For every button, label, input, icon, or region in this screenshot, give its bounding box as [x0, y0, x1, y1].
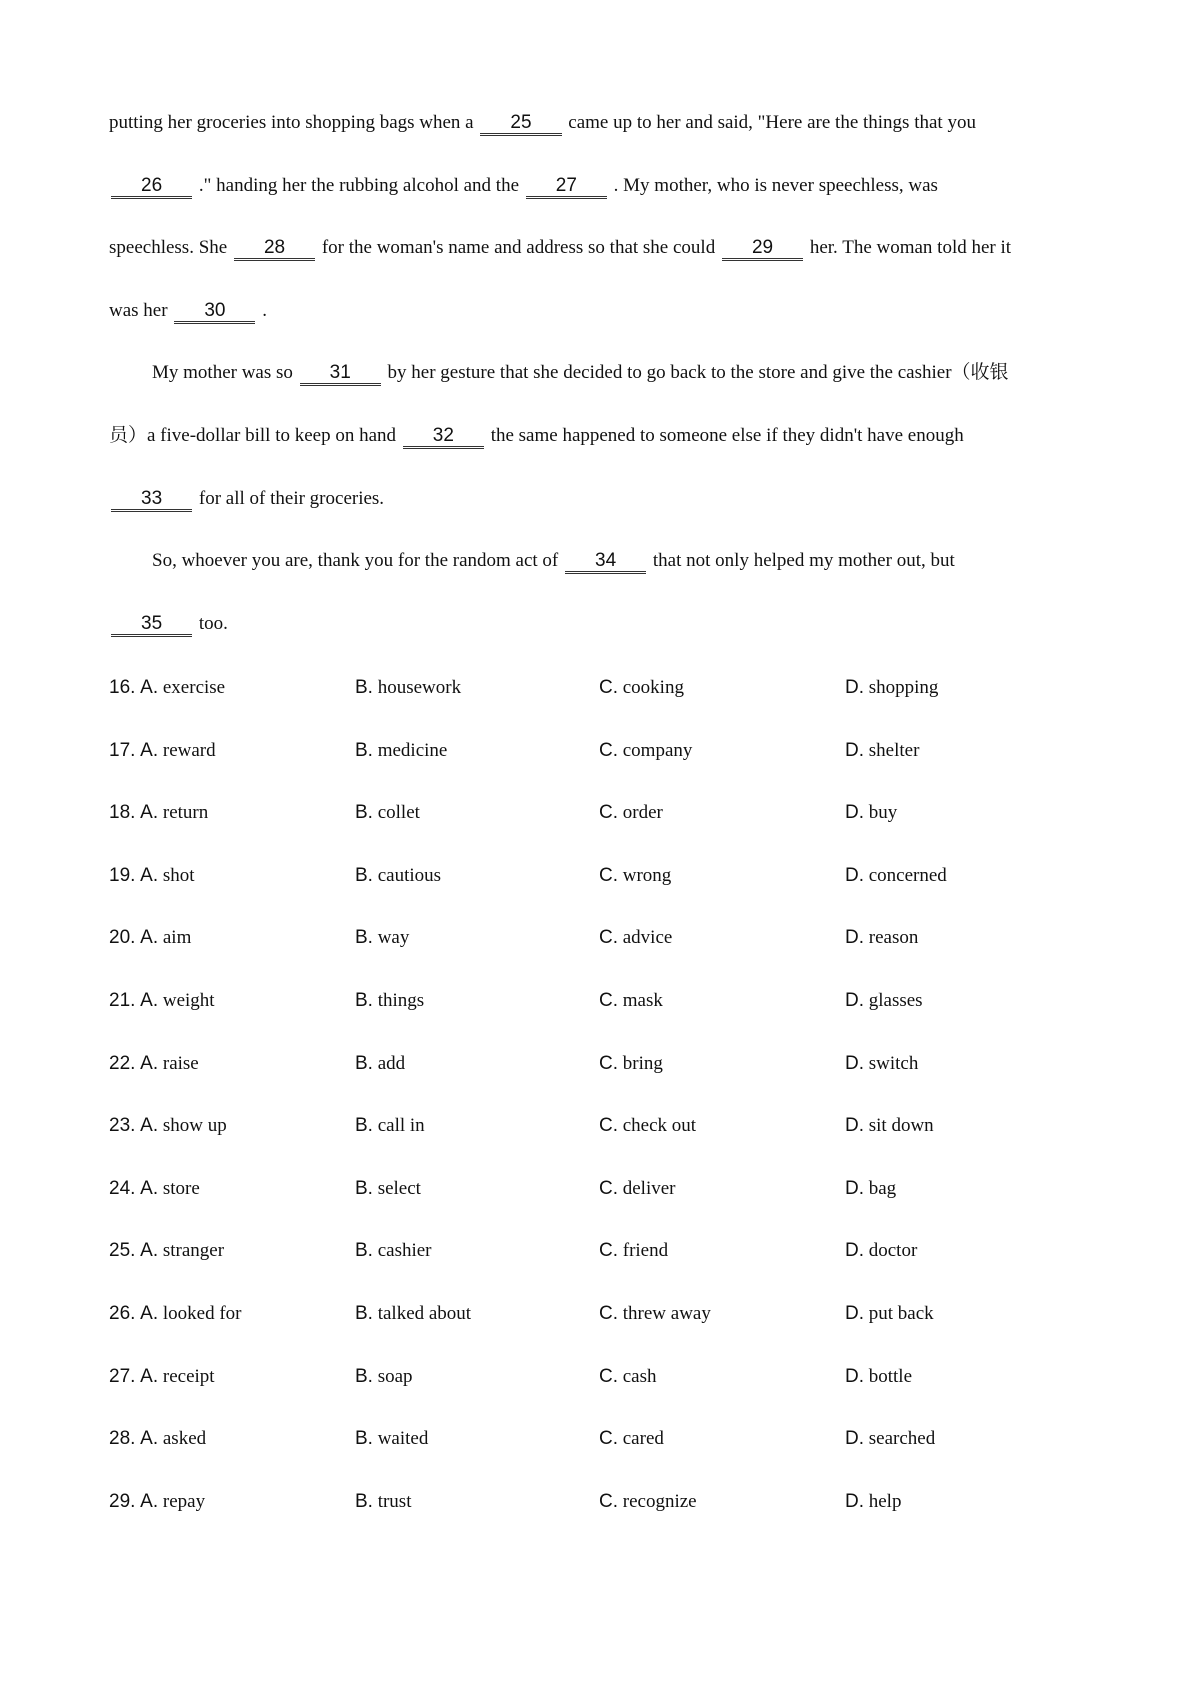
option-text: cashier: [377, 1240, 432, 1262]
question-row: [0, 800, 1200, 826]
option-d: [845, 925, 918, 951]
option-letter: B.: [355, 739, 373, 761]
blank-25: 25: [480, 113, 561, 136]
question-number: 29.: [109, 1490, 136, 1512]
passage-text: came up to her and said, "Here are the things that you: [563, 112, 976, 133]
option-text: order: [622, 802, 663, 824]
option-text: shot: [162, 864, 195, 886]
passage-text: . My mother, who is never speechless, was: [608, 174, 938, 196]
option-letter: B.: [355, 1428, 373, 1450]
option-d: [845, 1364, 912, 1390]
passage-text: speechless. She: [109, 237, 232, 259]
option-text: raise: [162, 1052, 199, 1074]
option-letter: B.: [355, 1240, 373, 1262]
option-b: [355, 1426, 428, 1452]
option-letter: B.: [355, 864, 373, 886]
option-letter: C.: [599, 1365, 618, 1387]
option-a: [109, 1113, 227, 1139]
question-row: [0, 738, 1200, 764]
option-letter: B.: [355, 677, 373, 698]
option-text: aim: [162, 927, 192, 949]
option-a: [109, 1301, 242, 1327]
option-text: shopping: [868, 677, 939, 698]
option-letter: B.: [355, 927, 373, 949]
option-text: cooking: [622, 677, 684, 698]
option-letter: C.: [599, 1177, 618, 1199]
option-letter: A.: [140, 864, 159, 886]
option-text: glasses: [868, 990, 923, 1011]
option-text: bottle: [868, 1365, 913, 1387]
option-d: [845, 1426, 935, 1452]
option-b: [355, 863, 441, 889]
option-a: [109, 925, 191, 951]
option-text: asked: [162, 1428, 207, 1450]
option-d: [845, 675, 938, 701]
blank-32: 32: [403, 426, 484, 449]
option-letter: A.: [140, 1365, 159, 1387]
option-text: cautious: [377, 864, 442, 886]
option-c: [599, 925, 672, 951]
option-b: [355, 1364, 413, 1390]
question-row: [0, 863, 1200, 889]
option-letter: C.: [599, 677, 618, 698]
question-row: [0, 1176, 1200, 1202]
option-d: [845, 1489, 901, 1515]
question-number: 17.: [109, 739, 136, 761]
option-d: [845, 1238, 917, 1264]
option-text: looked for: [162, 1303, 242, 1324]
option-c: [599, 738, 692, 764]
option-letter: C.: [599, 990, 618, 1011]
passage-line: [152, 548, 955, 574]
option-letter: A.: [140, 1115, 159, 1137]
blank-28: 28: [234, 238, 315, 261]
option-text: company: [622, 739, 693, 761]
option-letter: B.: [355, 802, 373, 824]
option-d: [845, 1051, 918, 1077]
option-a: [109, 800, 208, 826]
option-text: repay: [162, 1490, 206, 1512]
option-letter: A.: [140, 677, 159, 698]
option-letter: D.: [845, 802, 864, 824]
option-c: [599, 1238, 668, 1264]
option-letter: D.: [845, 1365, 864, 1387]
passage-line: [152, 360, 1009, 386]
question-row: [0, 675, 1200, 701]
passage-text: putting her groceries into shopping bags when a: [109, 112, 479, 133]
option-text: advice: [622, 927, 673, 949]
option-text: mask: [622, 990, 663, 1011]
option-letter: A.: [140, 739, 159, 761]
option-letter: D.: [845, 1428, 864, 1450]
option-text: housework: [377, 677, 462, 698]
option-text: threw away: [622, 1303, 711, 1324]
question-row: [0, 925, 1200, 951]
option-a: [109, 738, 216, 764]
passage-text: was her: [109, 299, 173, 321]
option-d: [845, 1176, 896, 1202]
option-letter: C.: [599, 1240, 618, 1262]
option-text: trust: [377, 1490, 412, 1512]
option-letter: A.: [140, 1303, 159, 1324]
option-c: [599, 1489, 697, 1515]
option-letter: C.: [599, 927, 618, 949]
question-row: [0, 988, 1200, 1014]
option-text: weight: [162, 990, 215, 1011]
option-b: [355, 1301, 471, 1327]
option-letter: A.: [140, 990, 159, 1011]
option-c: [599, 675, 684, 701]
option-text: recognize: [622, 1490, 697, 1512]
passage-text: that not only helped my mother out, but: [648, 550, 955, 572]
option-c: [599, 863, 671, 889]
option-letter: D.: [845, 927, 864, 949]
option-a: [109, 1489, 205, 1515]
option-d: [845, 863, 947, 889]
option-a: [109, 1426, 206, 1452]
option-text: deliver: [622, 1177, 676, 1199]
option-text: things: [377, 990, 425, 1011]
option-text: doctor: [868, 1240, 918, 1262]
option-c: [599, 1176, 676, 1202]
option-d: [845, 1113, 934, 1139]
option-d: [845, 800, 897, 826]
option-text: shelter: [868, 739, 920, 761]
option-c: [599, 1301, 711, 1327]
option-c: [599, 1113, 696, 1139]
question-row: [0, 1489, 1200, 1515]
blank-26: 26: [111, 176, 192, 199]
option-a: [109, 988, 215, 1014]
passage-text: the same happened to someone else if they didn't have enough: [485, 425, 964, 446]
option-text: add: [377, 1052, 406, 1074]
question-number: 16.: [109, 677, 136, 698]
option-text: help: [868, 1490, 902, 1512]
option-text: bring: [622, 1052, 663, 1074]
blank-30: 30: [174, 301, 255, 324]
option-letter: C.: [599, 1115, 618, 1137]
question-number: 18.: [109, 802, 136, 824]
question-row: [0, 1113, 1200, 1139]
option-letter: D.: [845, 1177, 864, 1199]
option-letter: D.: [845, 677, 864, 698]
option-b: [355, 1051, 405, 1077]
option-letter: B.: [355, 1052, 373, 1074]
option-text: searched: [868, 1428, 936, 1450]
option-letter: D.: [845, 1490, 864, 1512]
blank-29: 29: [722, 238, 803, 261]
passage-text: 员）a five-dollar bill to keep on hand: [109, 425, 401, 446]
passage-line: [109, 423, 964, 449]
option-letter: D.: [845, 739, 864, 761]
option-b: [355, 800, 420, 826]
option-b: [355, 1489, 411, 1515]
option-b: [355, 675, 461, 701]
option-b: [355, 1113, 425, 1139]
option-text: put back: [868, 1303, 934, 1324]
option-letter: A.: [140, 1428, 159, 1450]
passage-text: .: [257, 299, 267, 321]
option-letter: C.: [599, 739, 618, 761]
option-text: talked about: [377, 1303, 472, 1324]
option-letter: C.: [599, 1303, 618, 1324]
passage-line: [109, 110, 976, 136]
question-number: 21.: [109, 990, 136, 1011]
blank-34: 34: [565, 551, 646, 574]
option-b: [355, 1238, 432, 1264]
option-text: wrong: [622, 864, 672, 886]
option-letter: D.: [845, 990, 864, 1011]
question-number: 27.: [109, 1365, 136, 1387]
option-a: [109, 675, 225, 701]
passage-line: [109, 173, 938, 199]
passage-line: [109, 611, 228, 637]
option-a: [109, 1051, 199, 1077]
option-letter: D.: [845, 1115, 864, 1137]
passage-text: So, whoever you are, thank you for the random act of: [152, 550, 564, 572]
passage-text: for all of their groceries.: [194, 487, 385, 509]
passage-line: [109, 486, 384, 512]
option-a: [109, 863, 195, 889]
option-text: friend: [622, 1240, 669, 1262]
blank-33: 33: [111, 489, 192, 512]
option-b: [355, 738, 447, 764]
question-number: 26.: [109, 1303, 136, 1324]
question-row: [0, 1426, 1200, 1452]
option-letter: B.: [355, 1115, 373, 1137]
option-text: reason: [868, 927, 919, 949]
blank-35: 35: [111, 614, 192, 637]
option-text: return: [162, 802, 209, 824]
option-a: [109, 1238, 224, 1264]
question-number: 25.: [109, 1240, 136, 1262]
option-letter: A.: [140, 1177, 159, 1199]
option-letter: D.: [845, 864, 864, 886]
question-number: 23.: [109, 1115, 136, 1137]
question-number: 20.: [109, 927, 136, 949]
option-text: way: [377, 927, 410, 949]
option-d: [845, 1301, 934, 1327]
option-d: [845, 988, 923, 1014]
question-row: [0, 1051, 1200, 1077]
option-b: [355, 1176, 421, 1202]
option-letter: B.: [355, 1303, 373, 1324]
option-text: bag: [868, 1177, 897, 1199]
option-text: check out: [622, 1115, 697, 1137]
option-c: [599, 1364, 657, 1390]
option-text: receipt: [162, 1365, 215, 1387]
option-text: select: [377, 1177, 421, 1199]
option-letter: A.: [140, 802, 159, 824]
option-text: switch: [868, 1052, 919, 1074]
question-number: 22.: [109, 1052, 136, 1074]
option-letter: C.: [599, 864, 618, 886]
option-text: exercise: [162, 677, 226, 698]
option-text: sit down: [868, 1115, 934, 1137]
option-letter: D.: [845, 1303, 864, 1324]
option-letter: B.: [355, 1490, 373, 1512]
option-text: store: [162, 1177, 200, 1199]
option-c: [599, 1051, 663, 1077]
option-text: buy: [868, 802, 898, 824]
option-letter: C.: [599, 1490, 618, 1512]
option-c: [599, 800, 663, 826]
passage-line: [109, 298, 267, 324]
option-letter: C.: [599, 802, 618, 824]
passage-text: too.: [194, 612, 228, 634]
passage-text: by her gesture that she decided to go back to the store and give the cashier（收银: [382, 362, 1009, 384]
option-letter: A.: [140, 1240, 159, 1262]
option-text: reward: [162, 739, 216, 761]
option-letter: B.: [355, 990, 373, 1011]
option-b: [355, 925, 409, 951]
option-b: [355, 988, 424, 1014]
question-number: 28.: [109, 1428, 136, 1450]
question-row: [0, 1301, 1200, 1327]
passage-line: [109, 235, 1011, 261]
option-text: cared: [622, 1428, 664, 1450]
option-text: soap: [377, 1365, 413, 1387]
blank-31: 31: [300, 363, 381, 386]
passage-text: My mother was so: [152, 362, 298, 384]
question-number: 24.: [109, 1177, 136, 1199]
option-a: [109, 1364, 215, 1390]
option-text: call in: [377, 1115, 425, 1137]
option-d: [845, 738, 919, 764]
option-letter: A.: [140, 1490, 159, 1512]
option-text: stranger: [162, 1240, 225, 1262]
option-a: [109, 1176, 200, 1202]
question-row: [0, 1238, 1200, 1264]
option-text: medicine: [377, 739, 448, 761]
option-letter: D.: [845, 1240, 864, 1262]
option-text: show up: [162, 1115, 227, 1137]
option-letter: C.: [599, 1052, 618, 1074]
passage-text: ." handing her the rubbing alcohol and the: [194, 174, 524, 196]
option-letter: A.: [140, 927, 159, 949]
option-letter: B.: [355, 1365, 373, 1387]
option-letter: B.: [355, 1177, 373, 1199]
passage-text: her. The woman told her it: [805, 237, 1012, 259]
passage-text: for the woman's name and address so that she could: [317, 237, 720, 259]
option-letter: D.: [845, 1052, 864, 1074]
option-text: cash: [622, 1365, 657, 1387]
option-letter: C.: [599, 1428, 618, 1450]
option-c: [599, 1426, 664, 1452]
question-row: [0, 1364, 1200, 1390]
option-text: concerned: [868, 864, 947, 886]
blank-27: 27: [526, 176, 607, 199]
option-letter: A.: [140, 1052, 159, 1074]
option-c: [599, 988, 663, 1014]
option-text: waited: [377, 1428, 429, 1450]
option-text: collet: [377, 802, 420, 824]
question-number: 19.: [109, 864, 136, 886]
